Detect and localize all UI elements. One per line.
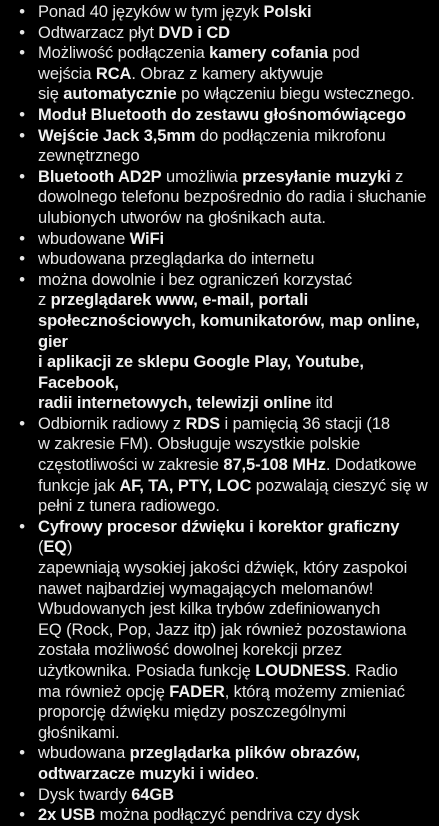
body-text: pozwalają cieszyć się w pełni z tunera radiowego. [38, 476, 428, 516]
bullet-icon: • [19, 413, 25, 433]
body-text: można podłączyć pendriva czy dysk [95, 806, 360, 825]
feature-item [0, 414, 439, 517]
body-text: i pamięcią 36 stacji (18 w zakresie FM). Obsługuje wszystkie polskie częstotliwości w zakresie [38, 414, 390, 475]
bold-text: AF, TA, PTY, LOC [119, 476, 252, 495]
body-text: z dowolnego telefonu bezpośrednio do radia i słuchanie ulubionych utworów na głośnikach auta. [38, 167, 427, 227]
bold-text: Polski [263, 3, 312, 21]
bullet-icon: • [19, 2, 25, 21]
feature-item [0, 23, 439, 44]
body-text: wbudowana przeglądarka do internetu [38, 250, 315, 269]
feature-item [0, 517, 439, 744]
bullet-icon: • [19, 228, 25, 248]
body-text: Odtwarzacz płyt [38, 23, 159, 42]
bullet-icon: • [19, 22, 25, 42]
bold-text: przesyłanie muzyki [242, 167, 391, 186]
bullet-icon: • [19, 166, 25, 186]
body-text: pod wejścia [38, 44, 360, 83]
bold-text: RCA [95, 64, 132, 83]
bullet-icon: • [19, 43, 25, 63]
feature-item [0, 785, 439, 806]
bold-text: przeglądarka plików obrazów, odtwarzacze muzyki i wideo [38, 744, 361, 783]
body-text: wbudowana [38, 744, 130, 763]
body-text: . Radio ma również opcję [38, 662, 398, 701]
feature-item [0, 249, 439, 270]
feature-item [0, 270, 439, 414]
body-text: itd [311, 394, 333, 413]
bold-text: Cyfrowy procesor dźwięku i korektor graficzny [38, 517, 400, 536]
bullet-icon: • [19, 516, 25, 536]
body-text: . [254, 764, 260, 783]
bullet-icon: • [19, 805, 25, 825]
bold-text: Bluetooth AD2P [38, 167, 162, 186]
body-text: po włączeniu biegu wstecznego. [176, 85, 415, 104]
bold-text: Wejście Jack 3,5mm [38, 126, 196, 145]
feature-item [0, 126, 439, 167]
body-text: umożliwia [161, 167, 243, 186]
feature-item [0, 167, 439, 229]
feature-item [0, 743, 439, 784]
bullet-icon: • [19, 743, 25, 763]
bold-text: 64GB [131, 785, 174, 804]
bold-text: EQ [43, 538, 68, 557]
feature-item [0, 105, 439, 126]
bold-text: WiFi [129, 229, 164, 248]
body-text: można dowolnie i bez ograniczeń korzystać z [38, 270, 353, 310]
bold-text: FADER [169, 682, 225, 701]
body-text: , którą możemy zmieniać proporcję dźwięku między poszczególnymi głośnikami. [38, 682, 405, 742]
bold-text: Moduł Bluetooth do zestawu głośnomówiącego [38, 105, 406, 124]
bold-text: kamery cofania [209, 44, 328, 63]
bold-text: automatycznie [63, 85, 177, 104]
body-text: ( [38, 517, 404, 557]
body-text: ) zapewniają wysokiej jakości dźwięk, który zaspokoi nawet najbardziej wymagających melomanów! Wbudowanych jest kilka trybów zdefiniowanych EQ (Rock, Pop, Jazz itp) jak również pozostawiona została możliwość dowolnej korekcji przez użytkownika. Posiada funkcję [38, 538, 408, 680]
bold-text: 2x USB [38, 806, 96, 825]
bold-text: RDS [185, 414, 221, 433]
body-text: do podłączenia mikrofonu zewnętrznego [38, 126, 386, 166]
bullet-icon: • [19, 104, 25, 124]
body-text: Ponad 40 języków w tym język [38, 3, 264, 21]
body-text: . Dodatkowe funkcje jak [38, 456, 417, 495]
feature-item [0, 229, 439, 250]
feature-list [0, 2, 439, 826]
bullet-icon: • [19, 125, 25, 145]
feature-item [0, 805, 439, 826]
body-text: Odbiornik radiowy z [38, 414, 186, 433]
body-text: Dysk twardy [38, 785, 132, 804]
bold-text: DVD i CD [158, 23, 230, 42]
bold-text: przeglądarek www, e-mail, portali społecznościowych, komunikatorów, map online, gier i aplikacji ze sklepu Google Play, Youtube, Facebook, radii internetowych, telewizji online [38, 291, 420, 413]
body-text: . Obraz z kamery aktywuje się [38, 64, 324, 104]
bullet-icon: • [19, 269, 25, 289]
bold-text: 87,5-108 MHz [223, 456, 326, 475]
body-text: Możliwość podłączenia [38, 44, 210, 63]
feature-item [0, 43, 439, 105]
bullet-icon: • [19, 249, 25, 269]
feature-item [0, 2, 439, 23]
body-text: wbudowane [38, 229, 130, 248]
bullet-icon: • [19, 784, 25, 804]
bold-text: LOUDNESS [255, 662, 347, 680]
